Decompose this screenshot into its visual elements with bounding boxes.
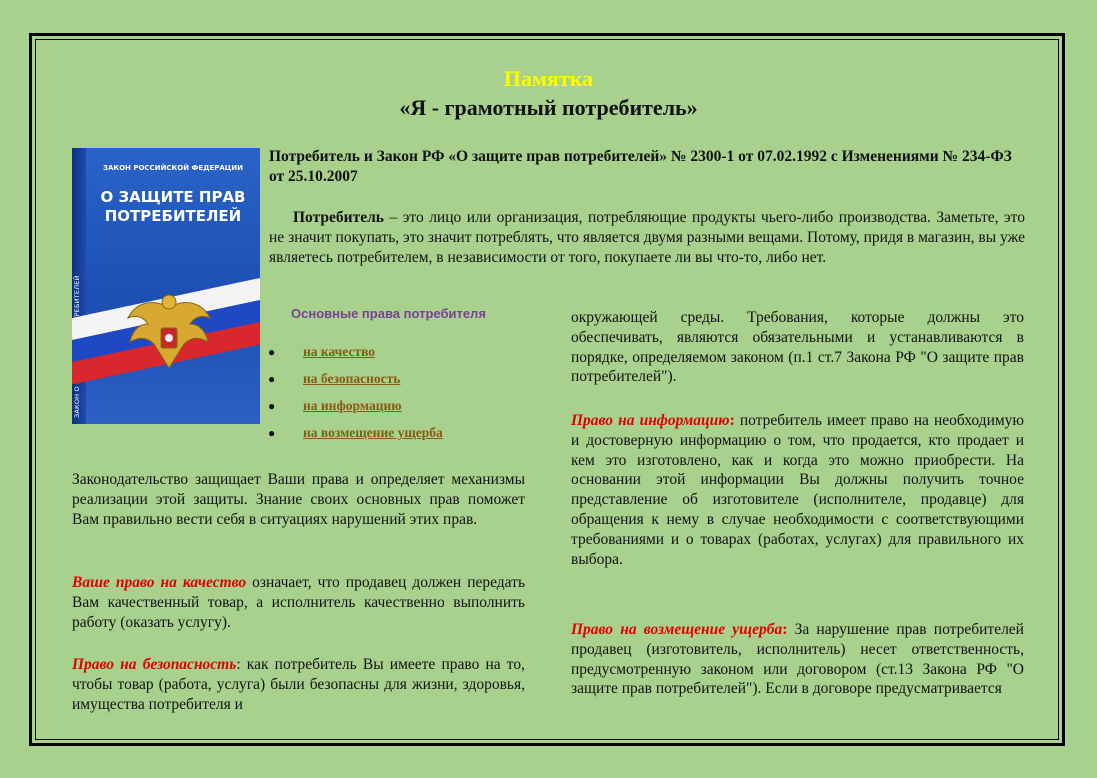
information-right-colon: : xyxy=(729,412,735,429)
right-link-information[interactable]: на информацию xyxy=(303,398,402,413)
safety-right-text: : как потребитель Вы имеете право на то, чтобы товар (работа, услуга) были безопасны для жизни, здоровья, имущества потребителя и xyxy=(72,656,525,713)
right-link-compensation[interactable]: на возмещение ущерба xyxy=(303,425,443,440)
information-right-text: потребитель имеет право на необходимую и достоверную информацию о том, что продается, кто продает и кем это изготовлено, как и когда это можно приобрести. На основании этой информации Вы должны получить точное представление об изготовителе (исполнителе, продавце) для обращения к нему в случае необходимости с соответствующими требованиями и о товарах (работах, услугах) для правильного их выбора. xyxy=(571,412,1024,568)
left-paragraph-safety xyxy=(72,655,525,715)
quality-right-text: означает, что продавец должен передать Вам качественный товар, а исполнитель качественно выполнить работу (оказать услугу). xyxy=(72,574,526,631)
safety-right-lead: Право на безопасность xyxy=(72,656,237,673)
book-title xyxy=(86,188,260,226)
right-link-safety[interactable]: на безопасность xyxy=(303,371,401,386)
right-link-quality[interactable]: на качество xyxy=(303,344,376,359)
book-publisher: ЗАКОН РОССИЙСКОЙ ФЕДЕРАЦИИ xyxy=(102,164,244,172)
rights-list-title: Основные права потребителя xyxy=(291,306,486,321)
bullet-icon: ● xyxy=(268,345,276,359)
bullet-icon: ● xyxy=(268,372,276,386)
consumer-definition xyxy=(269,208,1025,267)
page-subtitle: «Я - грамотный потребитель» xyxy=(399,95,698,120)
definition-term: Потребитель xyxy=(293,209,384,226)
compensation-right-text: За нарушение прав потребителей продавец (изготовитель, исполнитель) несет ответственность, предусмотренную законом или договором (ст.13 Закона РФ "О защите прав потребителей"). Если в договоре предусматривается xyxy=(571,621,1024,698)
definition-text: – это лицо или организация, потребляющие продукты чьего-либо производства. Заметьте, это не значит покупать, это значит потреблять, что является двумя разными вещами. Потому, придя в магазин, вы уже являетесь потребителем, в независимости от того, покупаете ли вы что-то, либо нет. xyxy=(269,209,1025,266)
law-heading: Потребитель и Закон РФ «О защите прав потребителей» № 2300-1 от 07.02.1992 с Изменениями № 234-ФЗ от 25.10.2007 xyxy=(269,148,1012,185)
bullet-icon: ● xyxy=(268,426,276,440)
coat-of-arms-icon xyxy=(124,288,214,383)
information-right-lead: Право на информацию xyxy=(571,412,730,429)
right-paragraph-environment: окружающей среды. Требования, которые должны это обеспечивать, являются обязательными и устанавливаются в порядке, определяемом законом (п.1 ст.7 Закона РФ "О защите прав потребителей"). xyxy=(571,309,1024,386)
page-title: Памятка xyxy=(503,66,594,91)
right-paragraph-information xyxy=(571,411,1024,569)
quality-right-lead: Ваше право на качество xyxy=(72,574,247,591)
bullet-icon: ● xyxy=(268,399,276,413)
left-paragraph-quality xyxy=(72,573,525,632)
right-paragraph-compensation xyxy=(571,620,1024,720)
left-paragraph-legislation: Законодательство защищает Ваши права и определяет механизмы реализации этой защиты. Знание своих основных прав поможет Вам правильно вести себя в ситуациях нарушений этих прав. xyxy=(72,471,525,528)
compensation-right-lead: Право на возмещение ущерба xyxy=(571,621,783,638)
law-book-cover-image xyxy=(72,148,260,424)
compensation-right-colon: : xyxy=(782,621,788,638)
book-title-line1: О ЗАЩИТЕ ПРАВ xyxy=(100,188,246,206)
book-title-line2: ПОТРЕБИТЕЛЕЙ xyxy=(104,207,242,225)
